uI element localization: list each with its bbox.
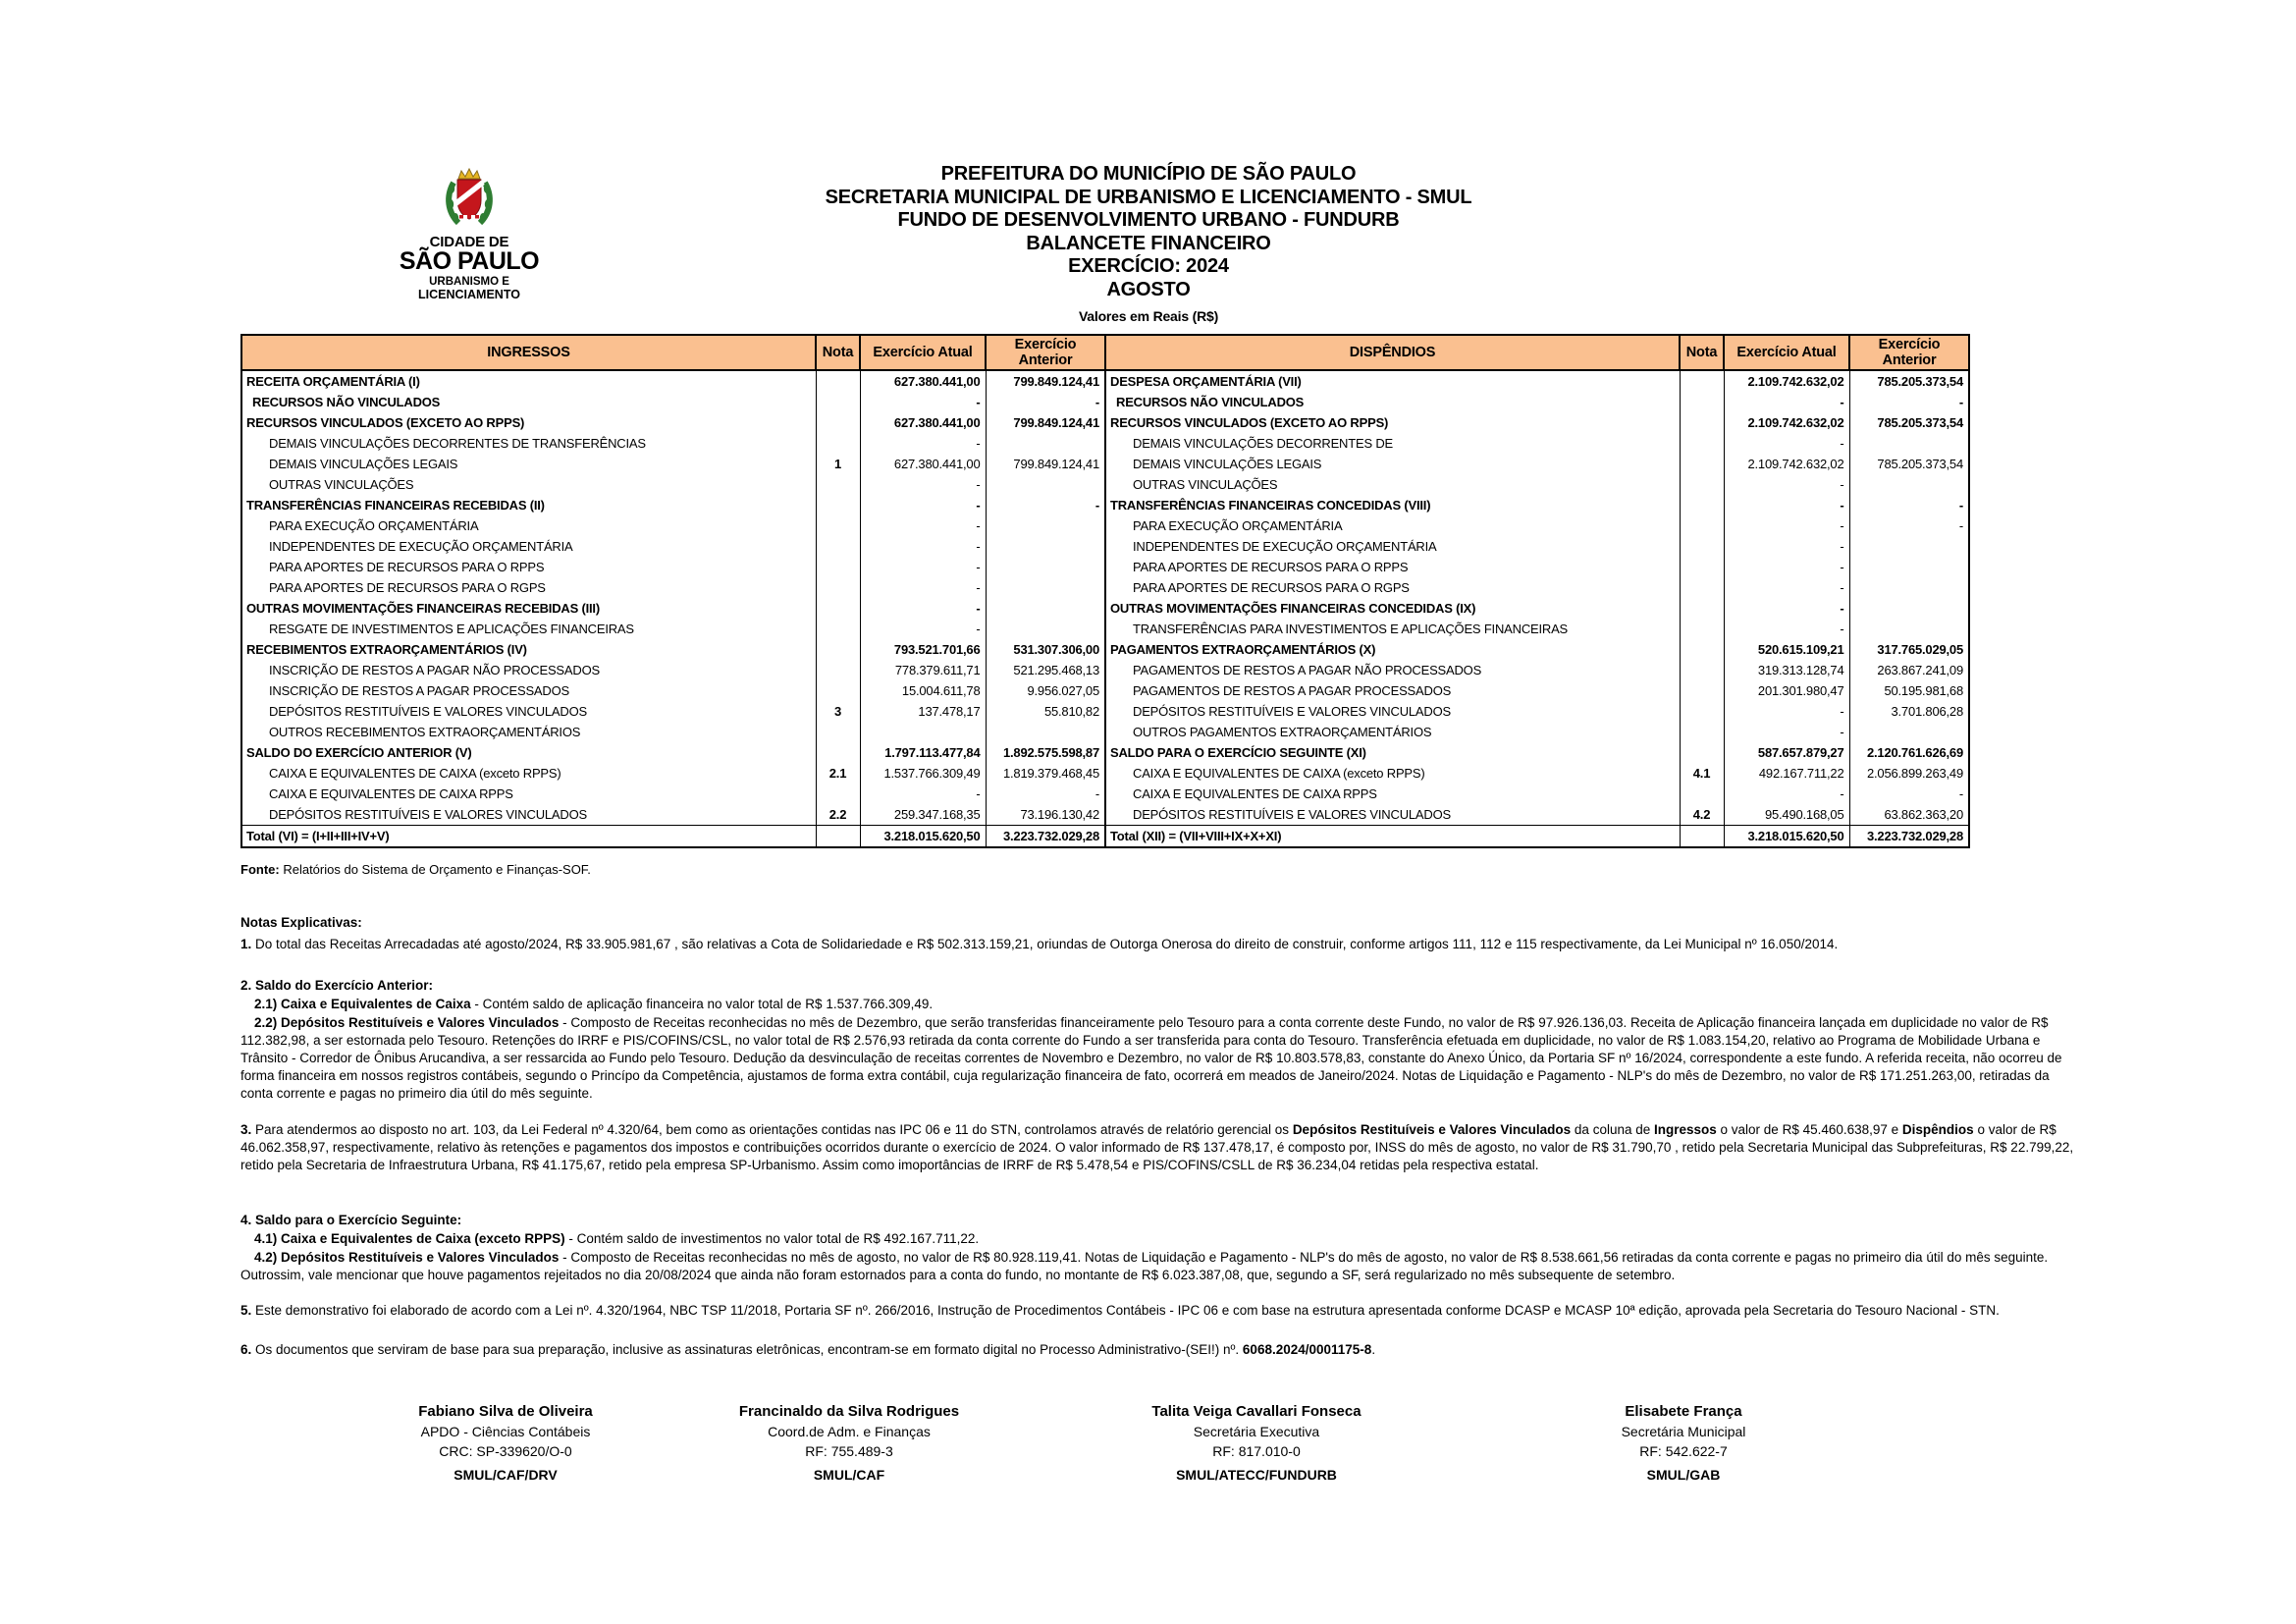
signer-role: Coord.de Adm. e Finanças (768, 1424, 931, 1439)
signer-department: SMUL/CAF/DRV (454, 1467, 558, 1483)
note-2-2-lead: 2.2) Depósitos Restituíveis e Valores Vinculados (254, 1014, 560, 1030)
dispendios-nota-cell (1680, 433, 1724, 454)
dispendios-label-cell: OUTRAS MOVIMENTAÇÕES FINANCEIRAS CONCEDIDAS (IX) (1105, 598, 1680, 619)
note-3-seg3: da coluna de (1571, 1121, 1654, 1137)
ingressos-nota-cell (816, 639, 860, 660)
note-3-seg1: Para atendermos ao disposto no art. 103, da Lei Federal nº 4.320/64, bem como as orientações contidas nas IPC 06 e 11 do STN, controlamos através de relatório gerencial os (251, 1121, 1293, 1137)
dispendios-label-cell: OUTROS PAGAMENTOS EXTRAORÇAMENTÁRIOS (1105, 722, 1680, 742)
signer-name: Francinaldo da Silva Rodrigues (738, 1403, 960, 1420)
signer-department: SMUL/ATECC/FUNDURB (1176, 1467, 1337, 1483)
note-2-1-lead: 2.1) Caixa e Equivalentes de Caixa (254, 996, 471, 1011)
ingressos-exercicio-anterior-cell: 3.223.732.029,28 (986, 826, 1105, 848)
logo-text-line2: SÃO PAULO (399, 247, 540, 275)
dispendios-label-cell: PAGAMENTOS DE RESTOS A PAGAR PROCESSADOS (1105, 680, 1680, 701)
dispendios-label-cell: DEPÓSITOS RESTITUÍVEIS E VALORES VINCULADOS (1105, 701, 1680, 722)
note-3-number: 3. (240, 1121, 252, 1137)
table-row (241, 660, 1969, 680)
logo-text-line3: URBANISMO E (429, 276, 509, 288)
note-2-2-text: - Composto de Receitas reconhecidas no mês de Dezembro, que serão transferidas financeiramente pelo Tesouro para a conta corrente deste Fundo, no valor de R$ 97.926.136,03. Receita de Aplicação financeira lançada em duplicidade no valor de R$ 112.382,98, a ser estornada pelo Tesouro. Retenções do IRRF e PIS/COFINS/CSL, no valor total de R$ 2.576,93 retirada da conta corrente do Fundo a ser transferida para conta do Tesouro. Transferência efetuada em duplicidade, no valor de R$ 1.083.154,20, relativo ao Programa de Mobilidade Urbana e Trânsito - Corredor de Ônibus Arucandiva, a ser ressarcida ao Fundo pelo Tesouro. Dedução da desvinculação de receitas correntes de Novembro e Dezembro, no valor de R$ 10.803.578,83, constante do Anexo Único, da Portaria SF nº 16/2024, correspondente a este fundo. A referida receita, não ocorreu de forma financeira em nossos registros contábeis, segundo o Princípo da Competência, ajustamos de forma extra contábil, cuja regularização financeira de fato, ocorrerá em meados de Janeiro/2024. Notas de Liquidação e Pagamento - NLP's do mês de Dezembro, no valor de R$ 171.251.263,00, retiradas da conta corrente e pagas no primeiro dia útil do mês seguinte. (240, 1014, 2062, 1101)
dispendios-exercicio-anterior-cell: 63.862.363,20 (1849, 804, 1969, 826)
ingressos-exercicio-atual-cell: - (860, 557, 986, 577)
ingressos-exercicio-atual-cell (860, 722, 986, 742)
dispendios-nota-cell (1680, 515, 1724, 536)
title-orgao: PREFEITURA DO MUNICÍPIO DE SÃO PAULO (940, 163, 1357, 185)
ingressos-label-cell: INSCRIÇÃO DE RESTOS A PAGAR NÃO PROCESSADOS (269, 663, 600, 677)
dispendios-exercicio-atual-cell: 587.657.879,27 (1724, 742, 1849, 763)
ingressos-nota-cell (816, 619, 860, 639)
ingressos-label-cell: TRANSFERÊNCIAS FINANCEIRAS RECEBIDAS (II) (246, 498, 545, 513)
document-header (550, 163, 1747, 329)
ingressos-exercicio-anterior-cell (986, 557, 1105, 577)
note-6-number: 6. (240, 1341, 252, 1357)
signer-role: Secretária Executiva (1193, 1424, 1320, 1439)
signer-role: APDO - Ciências Contábeis (420, 1424, 591, 1439)
ingressos-exercicio-anterior-cell: 73.196.130,42 (986, 804, 1105, 826)
title-valores: Valores em Reais (R$) (1078, 308, 1219, 324)
note-4-1-text: - Contém saldo de investimentos no valor total de R$ 492.167.711,22. (564, 1230, 980, 1246)
dispendios-exercicio-anterior-cell (1849, 474, 1969, 495)
dispendios-exercicio-atual-cell: - (1724, 722, 1849, 742)
ingressos-exercicio-anterior-cell: 55.810,82 (986, 701, 1105, 722)
ingressos-exercicio-anterior-cell (986, 598, 1105, 619)
dispendios-label-cell: RECURSOS VINCULADOS (EXCETO AO RPPS) (1105, 412, 1680, 433)
table-row (241, 557, 1969, 577)
note-4-1-lead: 4.1) Caixa e Equivalentes de Caixa (exceto RPPS) (254, 1230, 565, 1246)
dispendios-exercicio-anterior-cell: 50.195.981,68 (1849, 680, 1969, 701)
signer-name: Fabiano Silva de Oliveira (418, 1403, 593, 1420)
dispendios-nota-cell: 4.2 (1680, 804, 1724, 826)
ingressos-exercicio-anterior-cell (986, 433, 1105, 454)
dispendios-exercicio-anterior-cell (1849, 577, 1969, 598)
note-4-1 (240, 1230, 2081, 1248)
table-row (241, 536, 1969, 557)
notes-heading: Notas Explicativas: (240, 914, 362, 930)
note-1 (240, 936, 2081, 953)
ingressos-exercicio-atual-cell: 627.380.441,00 (860, 370, 986, 392)
dispendios-label-cell: TRANSFERÊNCIAS PARA INVESTIMENTOS E APLICAÇÕES FINANCEIRAS (1105, 619, 1680, 639)
ingressos-exercicio-anterior-cell: 9.956.027,05 (986, 680, 1105, 701)
table-row (241, 639, 1969, 660)
table-row (241, 680, 1969, 701)
note-4-2-text: - Composto de Receitas reconhecidas no mês de agosto, no valor de R$ 80.928.119,41. Notas de Liquidação e Pagamento - NLP's do mês de agosto, no valor de R$ 8.538.661,56 retiradas da conta corrente e pagas no primeiro dia útil do mês seguinte. Outrossim, vale mencionar que houve pagamentos rejeitados no dia 20/08/2024 que ainda não foram estornados para a conta do fundo, no montante de R$ 6.023.387,08, que, segundo a SF, será regularizado no mês subsequente de setembro. (240, 1249, 2049, 1282)
note-2-heading: 2. Saldo do Exercício Anterior: (240, 977, 434, 993)
table-body (241, 370, 1969, 847)
dispendios-nota-cell (1680, 412, 1724, 433)
ingressos-nota-cell: 3 (816, 701, 860, 722)
dispendios-label-cell: PAGAMENTOS EXTRAORÇAMENTÁRIOS (X) (1105, 639, 1680, 660)
ingressos-exercicio-atual-cell: 627.380.441,00 (860, 454, 986, 474)
dispendios-exercicio-anterior-cell (1849, 536, 1969, 557)
ingressos-label-cell: CAIXA E EQUIVALENTES DE CAIXA RPPS (269, 786, 513, 801)
ingressos-label-cell: OUTRAS VINCULAÇÕES (269, 477, 414, 492)
signature-block-3 (1099, 1402, 1414, 1485)
ingressos-exercicio-atual-cell: 1.797.113.477,84 (860, 742, 986, 763)
dispendios-exercicio-anterior-cell (1849, 598, 1969, 619)
note-3-seg4: Ingressos (1654, 1121, 1717, 1137)
signer-registry: RF: 817.010-0 (1212, 1443, 1301, 1459)
ingressos-nota-cell (816, 660, 860, 680)
note-3 (240, 1121, 2081, 1174)
table-row (241, 722, 1969, 742)
note-2-1-text: - Contém saldo de aplicação financeira no valor total de R$ 1.537.766.309,49. (470, 996, 934, 1011)
ingressos-label-cell: CAIXA E EQUIVALENTES DE CAIXA (exceto RPPS) (269, 766, 561, 781)
dispendios-exercicio-atual-cell: 492.167.711,22 (1724, 763, 1849, 784)
dispendios-nota-cell (1680, 826, 1724, 848)
ingressos-nota-cell (816, 495, 860, 515)
ingressos-exercicio-atual-cell: - (860, 598, 986, 619)
ingressos-label-cell: OUTROS RECEBIMENTOS EXTRAORÇAMENTÁRIOS (269, 725, 581, 739)
ingressos-exercicio-atual-cell: 3.218.015.620,50 (860, 826, 986, 848)
ingressos-exercicio-atual-cell: 137.478,17 (860, 701, 986, 722)
note-1-number: 1. (240, 936, 252, 951)
dispendios-exercicio-anterior-cell: 785.205.373,54 (1849, 370, 1969, 392)
ingressos-label-cell: RECEITA ORÇAMENTÁRIA (I) (246, 374, 420, 389)
dispendios-exercicio-atual-cell: 3.218.015.620,50 (1724, 826, 1849, 848)
dispendios-exercicio-atual-cell: - (1724, 784, 1849, 804)
dispendios-exercicio-atual-cell: - (1724, 515, 1849, 536)
ingressos-nota-cell (816, 536, 860, 557)
dispendios-nota-cell (1680, 784, 1724, 804)
signer-registry: RF: 542.622-7 (1639, 1443, 1728, 1459)
table-row (241, 454, 1969, 474)
dispendios-exercicio-atual-cell: - (1724, 619, 1849, 639)
dispendios-nota-cell (1680, 370, 1724, 392)
ingressos-nota-cell (816, 784, 860, 804)
ingressos-nota-cell (816, 742, 860, 763)
ingressos-nota-cell (816, 392, 860, 412)
dispendios-exercicio-anterior-cell (1849, 619, 1969, 639)
header-nota-left: Nota (816, 335, 860, 370)
ingressos-nota-cell: 2.2 (816, 804, 860, 826)
note-3-seg6: Dispêndios (1901, 1121, 1974, 1137)
signature-block-2 (692, 1402, 1006, 1485)
note-2-2 (240, 1014, 2081, 1103)
ingressos-nota-cell (816, 680, 860, 701)
ingressos-nota-cell (816, 722, 860, 742)
dispendios-exercicio-atual-cell: 201.301.980,47 (1724, 680, 1849, 701)
dispendios-label-cell: PARA APORTES DE RECURSOS PARA O RPPS (1105, 557, 1680, 577)
note-3-seg5: o valor de R$ 45.460.638,97 e (1716, 1121, 1902, 1137)
note-4-heading: 4. Saldo para o Exercício Seguinte: (240, 1212, 462, 1227)
ingressos-exercicio-anterior-cell (986, 536, 1105, 557)
dispendios-label-cell: DEMAIS VINCULAÇÕES LEGAIS (1105, 454, 1680, 474)
signer-department: SMUL/CAF (813, 1467, 885, 1483)
dispendios-label-cell: DESPESA ORÇAMENTÁRIA (VII) (1105, 370, 1680, 392)
ingressos-label-cell: OUTRAS MOVIMENTAÇÕES FINANCEIRAS RECEBIDAS (III) (246, 601, 600, 616)
table-row (241, 826, 1969, 848)
dispendios-exercicio-anterior-cell: 3.701.806,28 (1849, 701, 1969, 722)
signer-name: Elisabete França (1625, 1403, 1742, 1420)
ingressos-exercicio-anterior-cell (986, 619, 1105, 639)
header-exercicio-atual-right: Exercício Atual (1724, 335, 1849, 370)
ingressos-nota-cell (816, 433, 860, 454)
ingressos-label-cell: DEMAIS VINCULAÇÕES DECORRENTES DE TRANSFERÊNCIAS (269, 436, 646, 451)
dispendios-nota-cell (1680, 392, 1724, 412)
ingressos-label-cell: RECURSOS VINCULADOS (EXCETO AO RPPS) (246, 415, 525, 430)
note-6-seg1: Os documentos que serviram de base para sua preparação, inclusive as assinaturas eletrônicas, encontram-se em formato digital no Processo Administrativo-(SEI!) nº. (251, 1341, 1243, 1357)
ingressos-exercicio-atual-cell: - (860, 577, 986, 598)
ingressos-label-cell: INDEPENDENTES DE EXECUÇÃO ORÇAMENTÁRIA (269, 539, 573, 554)
ingressos-label-cell: PARA EXECUÇÃO ORÇAMENTÁRIA (269, 518, 479, 533)
fonte-line (240, 861, 2081, 879)
dispendios-exercicio-anterior-cell: 2.056.899.263,49 (1849, 763, 1969, 784)
dispendios-nota-cell (1680, 598, 1724, 619)
ingressos-exercicio-atual-cell: 627.380.441,00 (860, 412, 986, 433)
dispendios-exercicio-anterior-cell: - (1849, 495, 1969, 515)
dispendios-nota-cell (1680, 680, 1724, 701)
ingressos-label-cell: INSCRIÇÃO DE RESTOS A PAGAR PROCESSADOS (269, 683, 569, 698)
fonte-label: Fonte: (240, 862, 280, 877)
dispendios-exercicio-atual-cell: - (1724, 577, 1849, 598)
ingressos-exercicio-atual-cell: - (860, 433, 986, 454)
ingressos-exercicio-atual-cell: - (860, 619, 986, 639)
dispendios-exercicio-anterior-cell: - (1849, 515, 1969, 536)
dispendios-nota-cell (1680, 454, 1724, 474)
title-documento: BALANCETE FINANCEIRO (1026, 232, 1271, 254)
logo-text-line4: LICENCIAMENTO (418, 288, 520, 301)
dispendios-exercicio-atual-cell: - (1724, 495, 1849, 515)
ingressos-label-cell: PARA APORTES DE RECURSOS PARA O RGPS (269, 580, 546, 595)
ingressos-exercicio-anterior-cell: - (986, 784, 1105, 804)
dispendios-nota-cell (1680, 742, 1724, 763)
ingressos-exercicio-atual-cell: - (860, 495, 986, 515)
dispendios-exercicio-anterior-cell (1849, 722, 1969, 742)
ingressos-nota-cell (816, 577, 860, 598)
ingressos-exercicio-anterior-cell (986, 515, 1105, 536)
dispendios-exercicio-atual-cell: - (1724, 392, 1849, 412)
note-5 (240, 1302, 2081, 1320)
table-row (241, 412, 1969, 433)
table-row (241, 495, 1969, 515)
ingressos-nota-cell (816, 370, 860, 392)
dispendios-exercicio-atual-cell: 2.109.742.632,02 (1724, 454, 1849, 474)
note-6-seg3: . (1371, 1341, 1376, 1357)
dispendios-label-cell: TRANSFERÊNCIAS FINANCEIRAS CONCEDIDAS (VIII) (1105, 495, 1680, 515)
ingressos-nota-cell (816, 412, 860, 433)
dispendios-exercicio-atual-cell: - (1724, 701, 1849, 722)
table-row (241, 370, 1969, 392)
dispendios-exercicio-anterior-cell (1849, 557, 1969, 577)
table-row (241, 784, 1969, 804)
dispendios-nota-cell (1680, 557, 1724, 577)
table-row (241, 763, 1969, 784)
dispendios-exercicio-atual-cell: 2.109.742.632,02 (1724, 370, 1849, 392)
ingressos-label-cell: RESGATE DE INVESTIMENTOS E APLICAÇÕES FINANCEIRAS (269, 622, 634, 636)
dispendios-nota-cell: 4.1 (1680, 763, 1724, 784)
title-exercicio: EXERCÍCIO: 2024 (1068, 255, 1229, 277)
dispendios-exercicio-atual-cell: 95.490.168,05 (1724, 804, 1849, 826)
ingressos-exercicio-anterior-cell: 799.849.124,41 (986, 412, 1105, 433)
dispendios-exercicio-anterior-cell: 785.205.373,54 (1849, 454, 1969, 474)
table-row (241, 742, 1969, 763)
signer-name: Talita Veiga Cavallari Fonseca (1151, 1403, 1362, 1420)
dispendios-exercicio-atual-cell: - (1724, 598, 1849, 619)
dispendios-exercicio-anterior-cell: 3.223.732.029,28 (1849, 826, 1969, 848)
ingressos-exercicio-anterior-cell (986, 577, 1105, 598)
ingressos-nota-cell: 1 (816, 454, 860, 474)
ingressos-exercicio-atual-cell: 778.379.611,71 (860, 660, 986, 680)
fonte-text: Relatórios do Sistema de Orçamento e Finanças-SOF. (279, 862, 591, 877)
signer-registry: RF: 755.489-3 (805, 1443, 893, 1459)
ingressos-exercicio-atual-cell: 793.521.701,66 (860, 639, 986, 660)
table-row (241, 619, 1969, 639)
ingressos-label-cell: RECEBIMENTOS EXTRAORÇAMENTÁRIOS (IV) (246, 642, 527, 657)
dispendios-nota-cell (1680, 577, 1724, 598)
dispendios-nota-cell (1680, 722, 1724, 742)
table-row (241, 392, 1969, 412)
dispendios-nota-cell (1680, 660, 1724, 680)
ingressos-exercicio-atual-cell: - (860, 515, 986, 536)
signer-department: SMUL/GAB (1646, 1467, 1721, 1483)
dispendios-exercicio-anterior-cell: 263.867.241,09 (1849, 660, 1969, 680)
title-secretaria: SECRETARIA MUNICIPAL DE URBANISMO E LICENCIAMENTO - SMUL (825, 186, 1472, 208)
ingressos-nota-cell (816, 598, 860, 619)
ingressos-exercicio-atual-cell: - (860, 536, 986, 557)
ingressos-exercicio-anterior-cell: 799.849.124,41 (986, 370, 1105, 392)
ingressos-exercicio-atual-cell: 15.004.611,78 (860, 680, 986, 701)
dispendios-nota-cell (1680, 495, 1724, 515)
header-ingressos: INGRESSOS (241, 335, 816, 370)
signer-role: Secretária Municipal (1621, 1424, 1746, 1439)
dispendios-exercicio-atual-cell: 319.313.128,74 (1724, 660, 1849, 680)
city-logo (391, 167, 548, 301)
ingressos-exercicio-anterior-cell (986, 722, 1105, 742)
ingressos-nota-cell (816, 557, 860, 577)
dispendios-nota-cell (1680, 619, 1724, 639)
ingressos-label-cell: DEPÓSITOS RESTITUÍVEIS E VALORES VINCULADOS (269, 704, 587, 719)
dispendios-exercicio-anterior-cell: 317.765.029,05 (1849, 639, 1969, 660)
dispendios-label-cell: PAGAMENTOS DE RESTOS A PAGAR NÃO PROCESSADOS (1105, 660, 1680, 680)
dispendios-exercicio-atual-cell: - (1724, 557, 1849, 577)
dispendios-nota-cell (1680, 701, 1724, 722)
signer-registry: CRC: SP-339620/O-0 (439, 1443, 572, 1459)
table-row (241, 804, 1969, 826)
ingressos-nota-cell (816, 826, 860, 848)
ingressos-label-cell: DEPÓSITOS RESTITUÍVEIS E VALORES VINCULADOS (269, 807, 587, 822)
table-header-row (241, 335, 1969, 370)
dispendios-exercicio-anterior-cell: 785.205.373,54 (1849, 412, 1969, 433)
table-row (241, 701, 1969, 722)
ingressos-label-cell: Total (VI) = (I+II+III+IV+V) (241, 826, 816, 848)
ingressos-exercicio-anterior-cell: 521.295.468,13 (986, 660, 1105, 680)
note-5-number: 5. (240, 1302, 252, 1318)
dispendios-exercicio-anterior-cell: - (1849, 392, 1969, 412)
ingressos-exercicio-atual-cell: - (860, 474, 986, 495)
dispendios-exercicio-atual-cell: - (1724, 474, 1849, 495)
table-row (241, 474, 1969, 495)
ingressos-nota-cell (816, 515, 860, 536)
ingressos-exercicio-atual-cell: - (860, 784, 986, 804)
logo-text-line1: CIDADE DE (429, 234, 509, 250)
table-row (241, 577, 1969, 598)
note-1-text: Do total das Receitas Arrecadadas até agosto/2024, R$ 33.905.981,67 , são relativas a Cota de Solidariedade e R$ 502.313.159,21, oriundas de Outorga Onerosa do direito de construir, conforme artigos 111, 112 e 115 respectivamente, da Lei Municipal nº 16.050/2014. (251, 936, 1839, 951)
header-nota-right: Nota (1680, 335, 1724, 370)
ingressos-exercicio-atual-cell: 259.347.168,35 (860, 804, 986, 826)
ingressos-label-cell: DEMAIS VINCULAÇÕES LEGAIS (269, 457, 458, 471)
signature-block-4 (1526, 1402, 1841, 1485)
ingressos-exercicio-anterior-cell: 531.307.306,00 (986, 639, 1105, 660)
dispendios-nota-cell (1680, 536, 1724, 557)
ingressos-nota-cell: 2.1 (816, 763, 860, 784)
dispendios-exercicio-anterior-cell: 2.120.761.626,69 (1849, 742, 1969, 763)
ingressos-exercicio-anterior-cell (986, 474, 1105, 495)
ingressos-label-cell: SALDO DO EXERCÍCIO ANTERIOR (V) (246, 745, 472, 760)
dispendios-label-cell: CAIXA E EQUIVALENTES DE CAIXA (exceto RPPS) (1105, 763, 1680, 784)
ingressos-nota-cell (816, 474, 860, 495)
dispendios-nota-cell (1680, 639, 1724, 660)
note-6 (240, 1341, 2081, 1359)
ingressos-exercicio-anterior-cell: 1.819.379.468,45 (986, 763, 1105, 784)
ingressos-label-cell: PARA APORTES DE RECURSOS PARA O RPPS (269, 560, 545, 574)
header-exercicio-atual-left: Exercício Atual (860, 335, 986, 370)
table-row (241, 598, 1969, 619)
note-3-seg2: Depósitos Restituíveis e Valores Vinculados (1292, 1121, 1572, 1137)
ingressos-exercicio-atual-cell: - (860, 392, 986, 412)
note-6-process-number: 6068.2024/0001175-8 (1242, 1341, 1372, 1357)
ingressos-exercicio-anterior-cell: - (986, 495, 1105, 515)
dispendios-exercicio-atual-cell: - (1724, 433, 1849, 454)
dispendios-nota-cell (1680, 474, 1724, 495)
note-4-2 (240, 1249, 2081, 1284)
ingressos-exercicio-anterior-cell: 1.892.575.598,87 (986, 742, 1105, 763)
dispendios-label-cell: CAIXA E EQUIVALENTES DE CAIXA RPPS (1105, 784, 1680, 804)
dispendios-exercicio-atual-cell: 520.615.109,21 (1724, 639, 1849, 660)
table-row (241, 515, 1969, 536)
ingressos-exercicio-anterior-cell: - (986, 392, 1105, 412)
note-4-2-lead: 4.2) Depósitos Restituíveis e Valores Vinculados (254, 1249, 560, 1265)
header-exercicio-anterior-right: Exercício Anterior (1849, 335, 1969, 370)
balancete-table (240, 334, 1970, 848)
header-exercicio-anterior-left: Exercício Anterior (986, 335, 1105, 370)
dispendios-label-cell: Total (XII) = (VII+VIII+IX+X+XI) (1105, 826, 1680, 848)
dispendios-exercicio-atual-cell: - (1724, 536, 1849, 557)
dispendios-label-cell: PARA APORTES DE RECURSOS PARA O RGPS (1105, 577, 1680, 598)
dispendios-label-cell: PARA EXECUÇÃO ORÇAMENTÁRIA (1105, 515, 1680, 536)
note-3-seg7: o valor de R$ 46.062.358,97, respectivamente, relativo às retenções e pagamentos dos impostos e contribuições ocorridos durante o exercício de 2024. O valor informado de R$ 137.478,17, é composto por, INSS do mês de agosto, no valor de R$ 31.790,70 , retido pela Secretaria Municipal das Subprefeituras, R$ 22.799,22, retido pela Secretaria de Infraestrutura Urbana, R$ 41.175,67, retido pela empresa SP-Urbanismo. Assim como imoportâncias de IRRF de R$ 5.478,54 e PIS/COFINS/CSLL de R$ 36.234,04 retidas pela respectiva estatal. (240, 1121, 2074, 1172)
dispendios-exercicio-anterior-cell: - (1849, 784, 1969, 804)
dispendios-label-cell: INDEPENDENTES DE EXECUÇÃO ORÇAMENTÁRIA (1105, 536, 1680, 557)
ingressos-exercicio-anterior-cell: 799.849.124,41 (986, 454, 1105, 474)
ingressos-label-cell: RECURSOS NÃO VINCULADOS (252, 395, 441, 409)
signature-block-1 (348, 1402, 663, 1485)
ingressos-exercicio-atual-cell: 1.537.766.309,49 (860, 763, 986, 784)
dispendios-exercicio-anterior-cell (1849, 433, 1969, 454)
table-row (241, 433, 1969, 454)
coat-of-arms-icon (391, 167, 548, 232)
dispendios-label-cell: OUTRAS VINCULAÇÕES (1105, 474, 1680, 495)
title-fundo: FUNDO DE DESENVOLVIMENTO URBANO - FUNDURB (897, 209, 1400, 231)
dispendios-label-cell: RECURSOS NÃO VINCULADOS (1105, 392, 1680, 412)
title-mes: AGOSTO (1106, 278, 1191, 300)
header-dispendios: DISPÊNDIOS (1105, 335, 1680, 370)
note-2-1 (240, 996, 2081, 1013)
dispendios-exercicio-atual-cell: 2.109.742.632,02 (1724, 412, 1849, 433)
dispendios-label-cell: DEMAIS VINCULAÇÕES DECORRENTES DE (1105, 433, 1680, 454)
dispendios-label-cell: SALDO PARA O EXERCÍCIO SEGUINTE (XI) (1105, 742, 1680, 763)
dispendios-label-cell: DEPÓSITOS RESTITUÍVEIS E VALORES VINCULADOS (1105, 804, 1680, 826)
note-5-text: Este demonstrativo foi elaborado de acordo com a Lei nº. 4.320/1964, NBC TSP 11/2018, Portaria SF nº. 266/2016, Instrução de Procedimentos Contábeis - IPC 06 e com base na estrutura apresentada conforme DCASP e MCASP 10ª edição, aprovada pela Secretaria do Tesouro Nacional - STN. (251, 1302, 2000, 1318)
